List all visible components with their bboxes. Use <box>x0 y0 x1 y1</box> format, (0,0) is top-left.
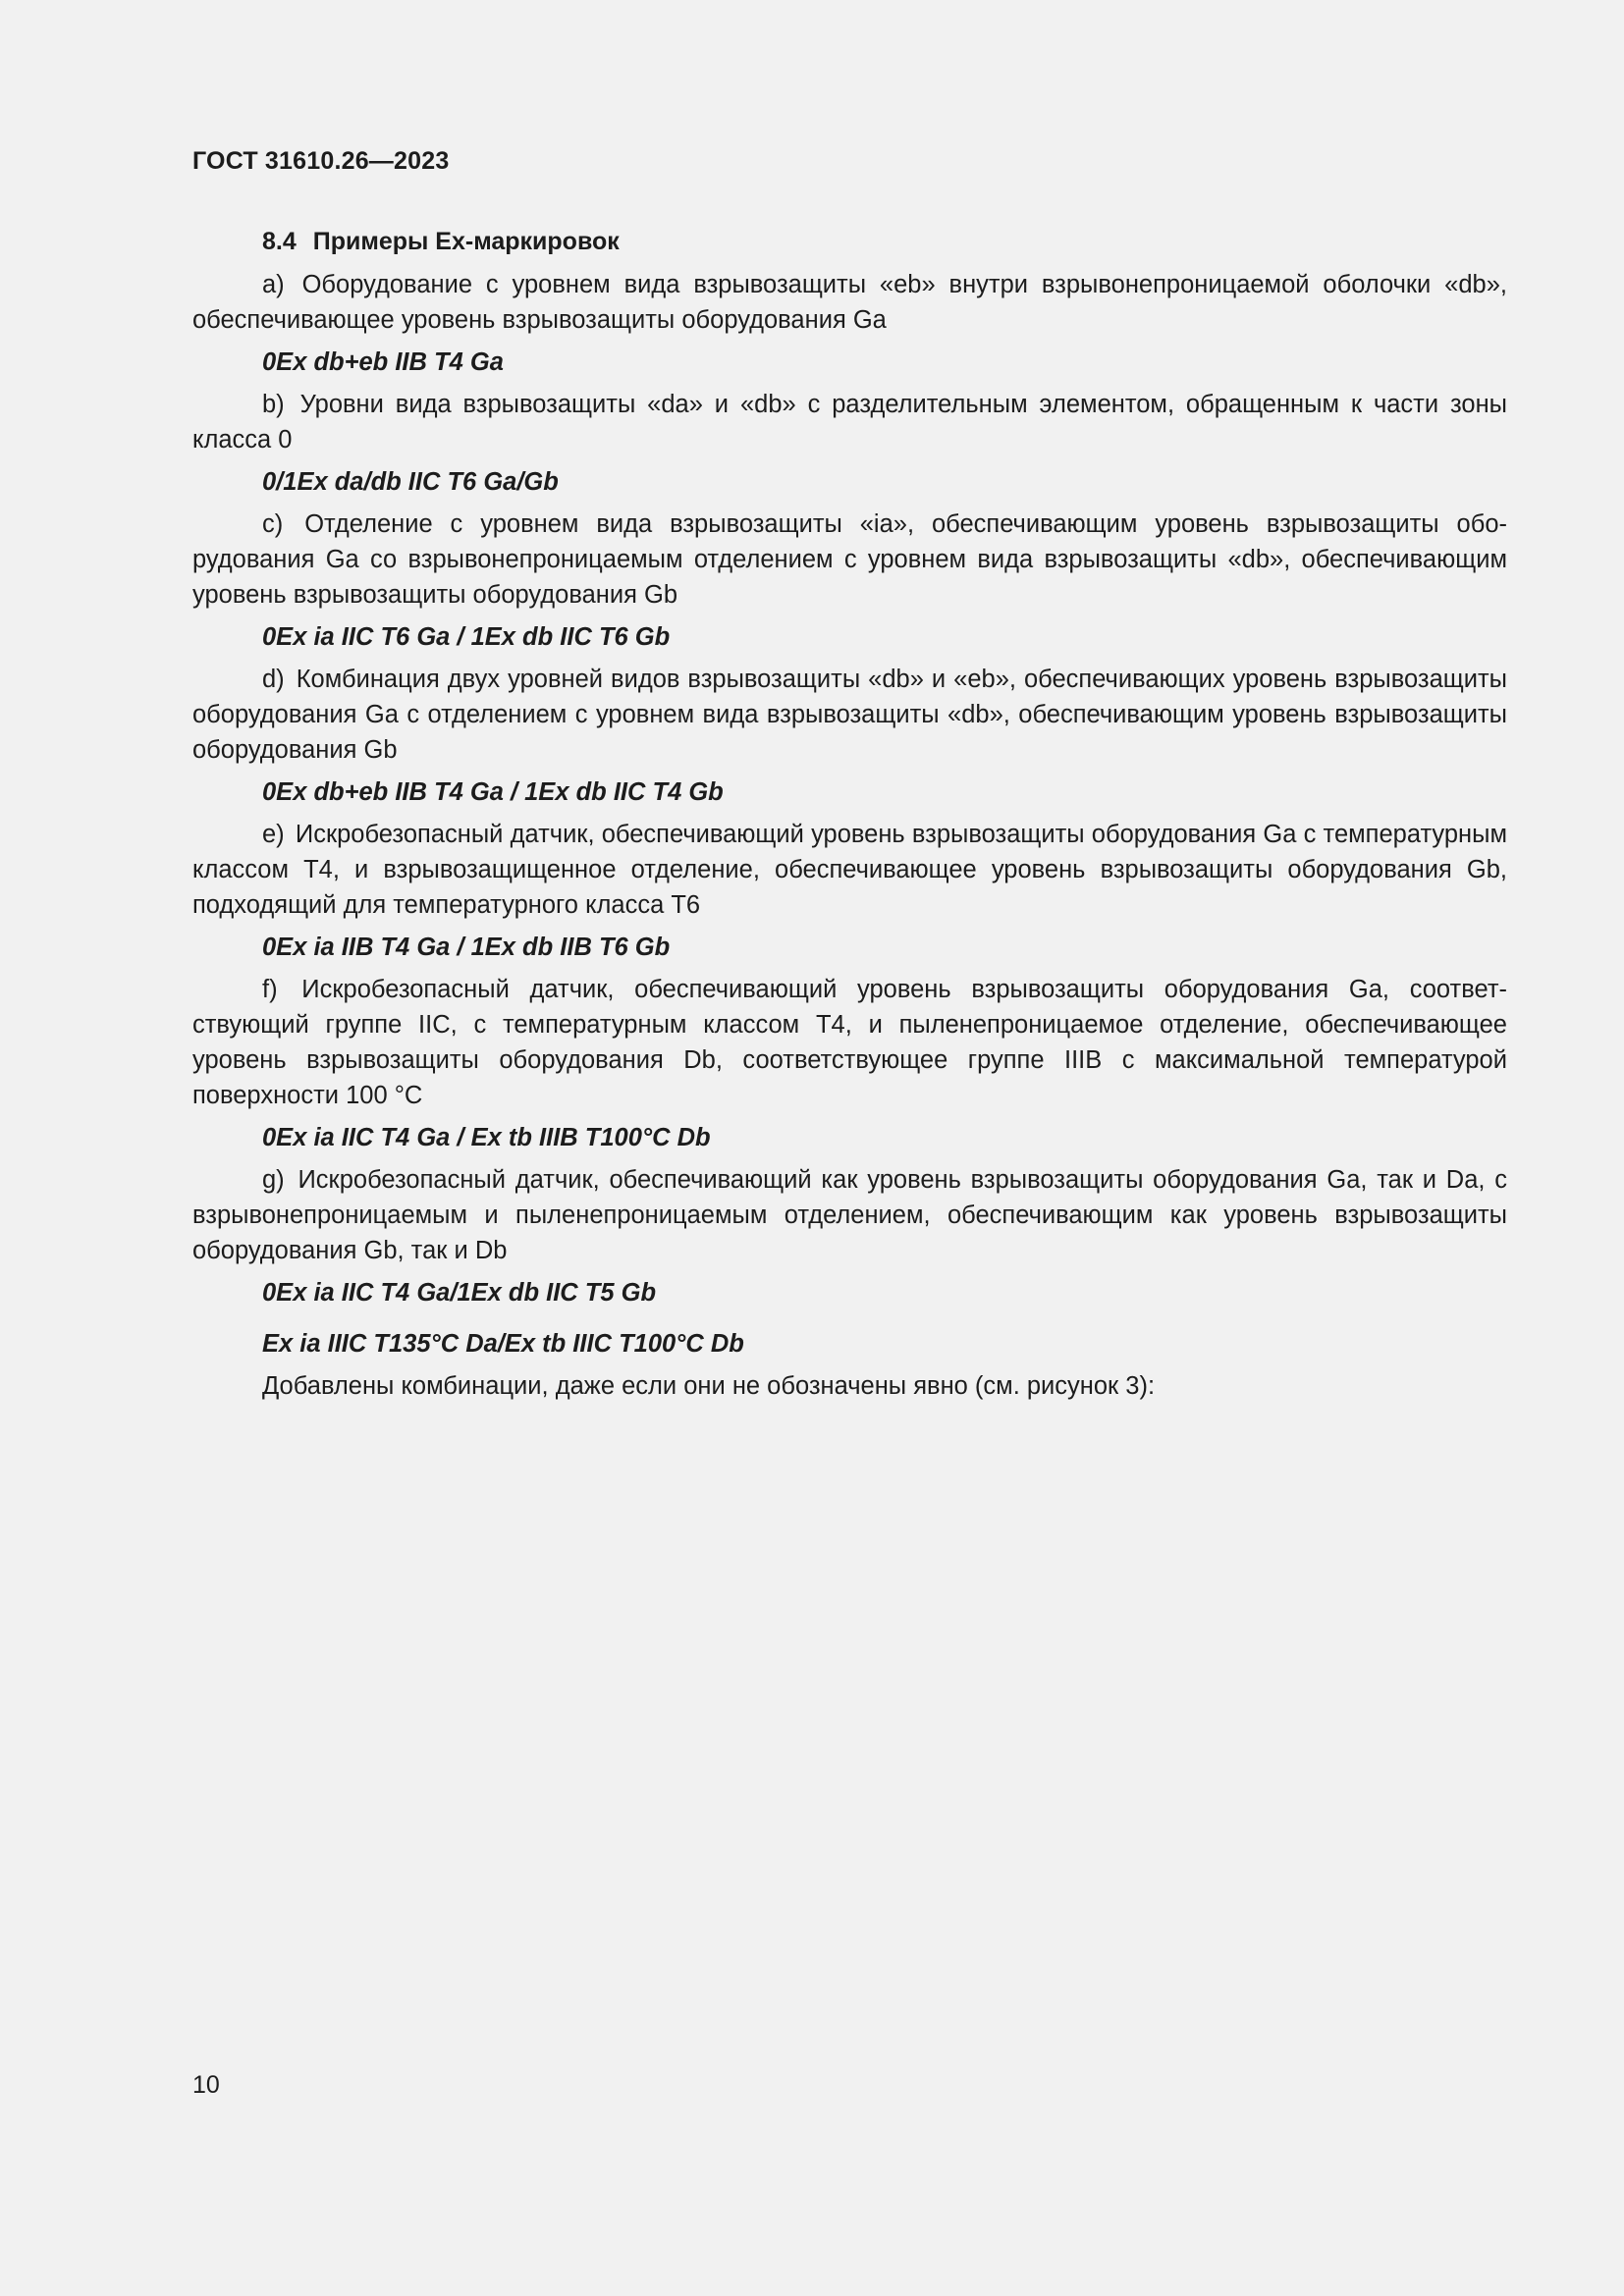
item-letter: e) <box>262 821 285 848</box>
example-paragraph-a <box>192 267 1507 338</box>
ex-marking: 0Ex ia IIB T4 Ga / 1Ex db IIB T6 Gb <box>262 934 671 961</box>
document-header: ГОСТ 31610.26—2023 <box>192 147 450 175</box>
ex-marking: Ex ia IIIC T135°C Da/Ex tb IIIC T100°C Db <box>262 1330 744 1358</box>
item-text: Оборудование с уровнем вида взрывозащиты «eb» внутри взрывонепроницаемой оболочки «db», обеспечивающее уровень взрывозащиты оборудования Ga <box>192 271 1507 334</box>
example-paragraph-d <box>192 662 1507 768</box>
section-heading <box>192 224 1507 259</box>
item-text: Уровни вида взрывозащиты «da» и «db» с разделительным элементом, обращенным к части зоны класса 0 <box>192 391 1507 454</box>
item-letter: c) <box>262 510 284 538</box>
page-number: 10 <box>192 2071 220 2099</box>
item-text: Отделение с уровнем вида взрывозащиты «ia», обеспечивающим уровень взрывозащиты оборудования Ga со взрывонепроницаемым отделением с уровнем вида взрывозащиты «db», обеспечивающим уровень взрывозащиты оборудования Gb <box>192 510 1508 609</box>
ex-marking: 0Ex ia IIC T6 Ga / 1Ex db IIC T6 Gb <box>262 623 671 651</box>
example-paragraph-e <box>192 817 1507 923</box>
document-content <box>192 224 1507 1404</box>
section-title: Примеры Ex-маркировок <box>312 228 620 255</box>
example-paragraph-c <box>192 507 1507 613</box>
section-number: 8.4 <box>262 228 297 255</box>
example-paragraph-b <box>192 387 1507 457</box>
item-letter: g) <box>262 1166 285 1194</box>
example-paragraph-f <box>192 972 1507 1113</box>
ex-marking: 0/1Ex da/db IIC T6 Ga/Gb <box>262 468 559 496</box>
item-letter: b) <box>262 391 285 418</box>
ex-marking: 0Ex db+eb IIB T4 Ga / 1Ex db IIC T4 Gb <box>262 778 724 806</box>
item-letter: f) <box>262 976 278 1003</box>
item-text: Искробезопасный датчик, обеспечивающий как уровень взрывозащиты оборудования Ga, так и Da, с взрывонепроницаемым и пыленепроницаемым отделением, обеспечивающим как уровень взрывозащиты оборудования Gb, так и Db <box>192 1166 1507 1264</box>
final-note: Добавлены комбинации, даже если они не обозначены явно (см. рисунок 3): <box>262 1372 1156 1400</box>
example-paragraph-g <box>192 1162 1507 1268</box>
item-letter: d) <box>262 666 285 693</box>
ex-marking: 0Ex ia IIC T4 Ga / Ex tb IIIB T100°C Db <box>262 1124 711 1151</box>
ex-marking: 0Ex ia IIC T4 Ga/1Ex db IIC T5 Gb <box>262 1279 657 1307</box>
item-letter: a) <box>262 271 285 298</box>
item-text: Искробезопасный датчик, обеспечивающий уровень взрывозащиты оборудования Ga с температурным классом T4, и взрывозащищенное отделение, обеспечивающее уровень взрывозащиты оборудования Gb, подходящий для температурного класса T6 <box>192 821 1508 919</box>
item-text: Комбинация двух уровней видов взрывозащиты «db» и «eb», обеспечивающих уровень взрывозащиты оборудования Ga с отделением с уровнем вида взрывозащиты «db», обеспечивающим уровень взрывозащиты оборудования Gb <box>192 666 1507 764</box>
ex-marking: 0Ex db+eb IIB T4 Ga <box>262 348 504 376</box>
item-text: Искробезопасный датчик, обеспечивающий уровень взрывозащиты оборудования Ga, соответствующий группе IIC, с температурным классом T4, и пыленепроницаемое отделение, обеспечивающее уровень взрывозащиты оборудования Db, соответствующее группе IIIB с максимальной температурой поверхности 100 °C <box>192 976 1507 1109</box>
